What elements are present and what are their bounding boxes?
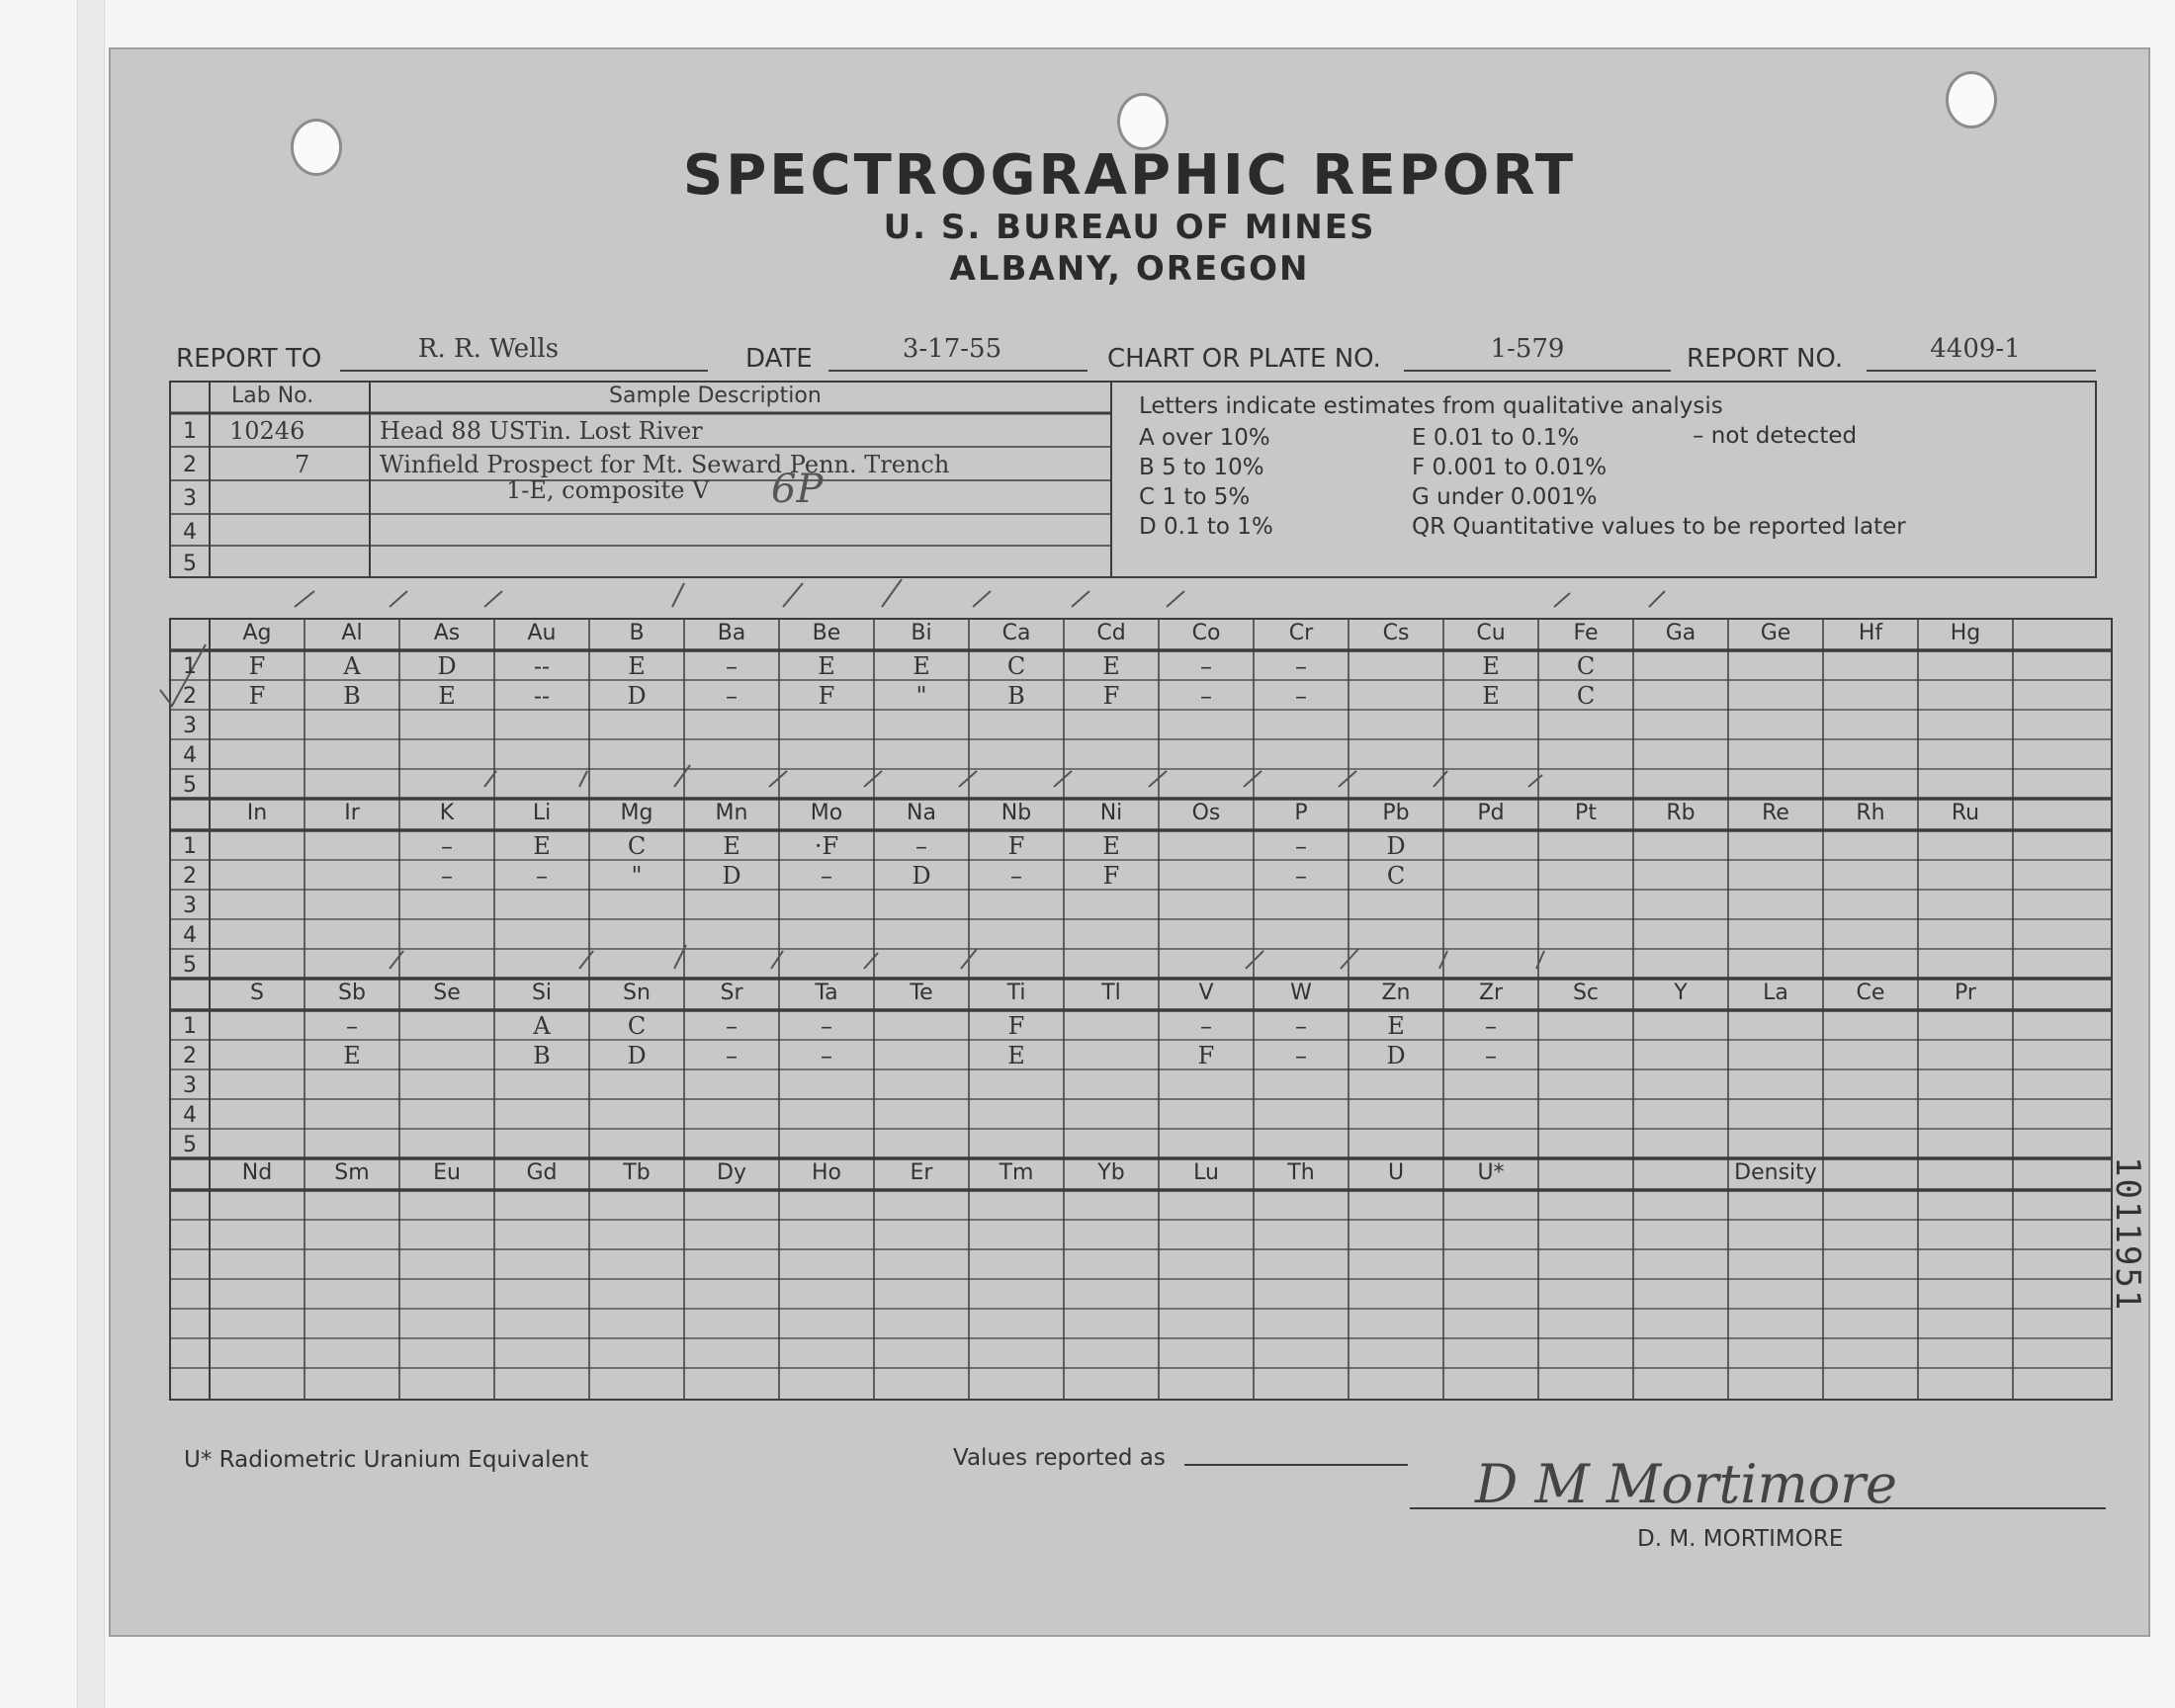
element-estimate-cell: C bbox=[1006, 652, 1026, 680]
legend-a: A over 10% bbox=[1139, 425, 1270, 451]
element-column-header: Rb bbox=[1666, 801, 1696, 825]
date-value: 3-17-55 bbox=[902, 334, 1002, 364]
element-estimate-cell: – bbox=[821, 1012, 832, 1040]
element-estimate-cell: – bbox=[536, 862, 548, 890]
element-estimate-cell: C bbox=[1386, 862, 1406, 890]
element-column-header: Pb bbox=[1382, 801, 1410, 825]
element-estimate-cell: – bbox=[821, 1042, 832, 1069]
element-estimate-cell: C bbox=[1576, 652, 1596, 680]
element-estimate-cell: F bbox=[248, 682, 266, 710]
element-estimate-cell: E bbox=[1482, 682, 1500, 710]
element-estimate-cell: – bbox=[1295, 1012, 1307, 1040]
report-to-value: R. R. Wells bbox=[417, 334, 560, 364]
sample-row-number: 2 bbox=[183, 453, 197, 477]
element-estimate-cell: F bbox=[1102, 682, 1120, 710]
element-estimate-cell: F bbox=[818, 682, 835, 710]
element-column-header: V bbox=[1198, 981, 1214, 1005]
element-estimate-cell: – bbox=[441, 862, 453, 890]
element-column-header: Hf bbox=[1858, 621, 1883, 645]
element-estimate-cell: D bbox=[1386, 832, 1406, 860]
element-column-header: Mo bbox=[810, 801, 843, 825]
element-estimate-cell: E bbox=[1007, 1042, 1025, 1069]
sample-row-number: 5 bbox=[183, 552, 197, 576]
element-column-header: U* bbox=[1477, 1160, 1505, 1185]
element-estimate-cell: E bbox=[628, 652, 646, 680]
element-column-header: Pr bbox=[1955, 981, 1976, 1005]
element-row-number: 1 bbox=[183, 1014, 197, 1039]
element-column-header: Ho bbox=[811, 1160, 841, 1185]
element-row-number: 1 bbox=[183, 834, 197, 859]
element-estimate-cell: -- bbox=[533, 682, 551, 710]
element-column-header: Er bbox=[910, 1160, 933, 1185]
element-row-number: 4 bbox=[183, 743, 197, 768]
left-margin-stripe bbox=[77, 0, 105, 1708]
element-column-header: Zr bbox=[1478, 981, 1504, 1005]
chart-plate-label: CHART OR PLATE NO. bbox=[1107, 344, 1381, 374]
lab-no-value: 10246 bbox=[229, 417, 305, 445]
element-row-number: 1 bbox=[183, 654, 197, 679]
element-row-number: 4 bbox=[183, 1103, 197, 1128]
sample-description-header: Sample Description bbox=[609, 384, 822, 408]
agency-name: U. S. BUREAU OF MINES bbox=[883, 208, 1376, 247]
element-column-header: Dy bbox=[717, 1160, 746, 1185]
legend-heading: Letters indicate estimates from qualitative analysis bbox=[1139, 393, 1723, 419]
element-row-number: 3 bbox=[183, 894, 197, 918]
element-estimate-cell: – bbox=[726, 652, 738, 680]
element-column-header: Sn bbox=[623, 981, 651, 1005]
element-column-header: Os bbox=[1191, 801, 1221, 825]
element-column-header: Re bbox=[1762, 801, 1789, 825]
signer-name: D. M. MORTIMORE bbox=[1637, 1526, 1844, 1552]
element-column-header: Ca bbox=[1001, 621, 1031, 645]
element-column-header: Sb bbox=[338, 981, 366, 1005]
legend-not-detected: – not detected bbox=[1693, 423, 1858, 449]
element-column-header: Li bbox=[532, 801, 552, 825]
element-estimate-cell: F bbox=[1197, 1042, 1215, 1069]
element-estimate-cell: – bbox=[821, 862, 832, 890]
element-column-header: Ba bbox=[717, 621, 746, 645]
element-estimate-cell: E bbox=[1387, 1012, 1405, 1040]
element-estimate-cell: – bbox=[346, 1012, 358, 1040]
element-column-header: S bbox=[250, 981, 264, 1005]
legend-b: B 5 to 10% bbox=[1139, 455, 1264, 480]
element-column-header: P bbox=[1294, 801, 1308, 825]
element-estimate-cell: B bbox=[1007, 682, 1025, 710]
element-estimate-cell: C bbox=[627, 1012, 647, 1040]
element-estimate-cell: – bbox=[1295, 1042, 1307, 1069]
element-column-header: Tl bbox=[1101, 981, 1121, 1005]
element-column-header: Ge bbox=[1760, 621, 1791, 645]
element-row-number: 2 bbox=[183, 864, 197, 889]
sample-description-value: Winfield Prospect for Mt. Seward Penn. Trench bbox=[380, 451, 950, 478]
element-estimate-cell: C bbox=[1576, 682, 1596, 710]
element-estimate-cell: – bbox=[441, 832, 453, 860]
element-estimate-cell: E bbox=[1102, 652, 1120, 680]
element-row-number: 5 bbox=[183, 1133, 197, 1157]
element-estimate-cell: – bbox=[726, 1042, 738, 1069]
element-estimate-cell: – bbox=[1485, 1012, 1497, 1040]
signature: D M Mortimore bbox=[1475, 1453, 1897, 1515]
element-column-header: Lu bbox=[1193, 1160, 1219, 1185]
element-column-header: Cu bbox=[1476, 621, 1506, 645]
element-row-number: 5 bbox=[183, 953, 197, 978]
element-estimate-cell: – bbox=[1295, 652, 1307, 680]
element-column-header: Be bbox=[812, 621, 841, 645]
element-column-header: Hg bbox=[1950, 621, 1981, 645]
element-estimate-cell: – bbox=[1010, 862, 1022, 890]
element-column-header: Au bbox=[527, 621, 557, 645]
sample-row-number: 3 bbox=[183, 486, 197, 511]
element-estimate-cell: – bbox=[1295, 682, 1307, 710]
element-column-header: B bbox=[629, 621, 645, 645]
lab-no-value: 7 bbox=[295, 451, 310, 478]
agency-location: ALBANY, OREGON bbox=[949, 249, 1310, 289]
element-column-header: W bbox=[1290, 981, 1312, 1005]
element-column-header: Na bbox=[907, 801, 936, 825]
element-row-number: 3 bbox=[183, 1073, 197, 1098]
element-column-header: Si bbox=[531, 981, 553, 1005]
element-row-number: 4 bbox=[183, 923, 197, 948]
element-estimate-cell: – bbox=[726, 1012, 738, 1040]
element-estimate-cell: E bbox=[343, 1042, 361, 1069]
element-row-number: 3 bbox=[183, 714, 197, 738]
element-estimate-cell: -- bbox=[533, 652, 551, 680]
report-sheet bbox=[109, 47, 2150, 1637]
element-estimate-cell: D bbox=[1386, 1042, 1406, 1069]
element-column-header: Eu bbox=[433, 1160, 461, 1185]
element-column-header: Gd bbox=[526, 1160, 558, 1185]
element-column-header: Mg bbox=[620, 801, 653, 825]
element-column-header: Density bbox=[1734, 1160, 1817, 1185]
element-estimate-cell: ·F bbox=[814, 832, 839, 860]
element-estimate-cell: A bbox=[343, 652, 361, 680]
element-estimate-cell: – bbox=[726, 682, 738, 710]
sample-description-value: Head 88 USTin. Lost River bbox=[380, 417, 703, 445]
element-estimate-cell: D bbox=[912, 862, 931, 890]
element-estimate-cell: " bbox=[915, 682, 927, 710]
element-row-number: 5 bbox=[183, 773, 197, 798]
element-estimate-cell: – bbox=[1295, 862, 1307, 890]
element-estimate-cell: – bbox=[1200, 682, 1212, 710]
element-estimate-cell: F bbox=[1102, 862, 1120, 890]
element-column-header: Bi bbox=[911, 621, 932, 645]
element-estimate-cell: – bbox=[915, 832, 927, 860]
element-column-header: Zn bbox=[1381, 981, 1411, 1005]
element-column-header: Sm bbox=[334, 1160, 370, 1185]
element-column-header: Sc bbox=[1572, 981, 1600, 1005]
element-estimate-cell: B bbox=[533, 1042, 551, 1069]
element-column-header: Cs bbox=[1382, 621, 1410, 645]
element-estimate-cell: F bbox=[1007, 1012, 1025, 1040]
report-title: SPECTROGRAPHIC REPORT bbox=[682, 143, 1577, 208]
element-column-header: Fe bbox=[1573, 621, 1599, 645]
element-column-header: Ce bbox=[1856, 981, 1885, 1005]
element-column-header: Ni bbox=[1099, 801, 1123, 825]
legend-qr: QR Quantitative values to be reported later bbox=[1412, 514, 1906, 540]
legend-d: D 0.1 to 1% bbox=[1139, 514, 1273, 540]
element-estimate-cell: E bbox=[913, 652, 930, 680]
element-estimate-cell: – bbox=[1200, 1012, 1212, 1040]
element-column-header: K bbox=[439, 801, 455, 825]
element-column-header: Ru bbox=[1951, 801, 1980, 825]
handwritten-note: 6P bbox=[771, 467, 824, 512]
report-to-label: REPORT TO bbox=[176, 344, 322, 374]
element-column-header: Pt bbox=[1575, 801, 1597, 825]
uranium-note: U* Radiometric Uranium Equivalent bbox=[184, 1447, 589, 1473]
element-column-header: Tb bbox=[623, 1160, 651, 1185]
lab-no-header: Lab No. bbox=[231, 384, 314, 408]
element-column-header: Th bbox=[1287, 1160, 1315, 1185]
legend-e: E 0.01 to 0.1% bbox=[1412, 425, 1580, 451]
document-stamp-number: 1011951 bbox=[2108, 1156, 2147, 1313]
element-row-number: 2 bbox=[183, 684, 197, 709]
element-column-header: Pd bbox=[1477, 801, 1505, 825]
element-column-header: Al bbox=[341, 621, 363, 645]
report-no-value: 4409-1 bbox=[1930, 334, 2021, 364]
element-column-header: Ag bbox=[242, 621, 272, 645]
element-estimate-cell: C bbox=[627, 832, 647, 860]
values-reported-label: Values reported as bbox=[953, 1445, 1166, 1471]
element-estimate-cell: A bbox=[533, 1012, 551, 1040]
element-column-header: Y bbox=[1674, 981, 1688, 1005]
element-column-header: U bbox=[1387, 1160, 1405, 1185]
legend-g: G under 0.001% bbox=[1412, 484, 1598, 510]
element-estimate-cell: D bbox=[627, 682, 647, 710]
element-estimate-cell: E bbox=[723, 832, 740, 860]
element-column-header: Tm bbox=[999, 1160, 1034, 1185]
element-estimate-cell: – bbox=[1200, 652, 1212, 680]
chart-plate-value: 1-579 bbox=[1490, 334, 1565, 364]
element-column-header: Nd bbox=[241, 1160, 273, 1185]
element-estimate-cell: " bbox=[631, 862, 643, 890]
element-estimate-cell: F bbox=[1007, 832, 1025, 860]
element-column-header: Nb bbox=[1000, 801, 1032, 825]
element-estimate-cell: D bbox=[627, 1042, 647, 1069]
element-column-header: As bbox=[433, 621, 461, 645]
element-column-header: Sr bbox=[720, 981, 743, 1005]
element-column-header: Cr bbox=[1288, 621, 1314, 645]
element-estimate-cell: B bbox=[343, 682, 361, 710]
legend-c: C 1 to 5% bbox=[1139, 484, 1251, 510]
report-no-label: REPORT NO. bbox=[1687, 344, 1844, 374]
element-column-header: In bbox=[246, 801, 268, 825]
element-estimate-cell: E bbox=[438, 682, 456, 710]
element-column-header: Cd bbox=[1096, 621, 1126, 645]
sample-description-value: 1-E, composite V bbox=[506, 476, 710, 504]
element-column-header: Ti bbox=[1006, 981, 1026, 1005]
element-estimate-cell: E bbox=[1102, 832, 1120, 860]
element-estimate-cell: – bbox=[1295, 832, 1307, 860]
element-column-header: Ir bbox=[344, 801, 360, 825]
element-column-header: Se bbox=[433, 981, 461, 1005]
element-column-header: La bbox=[1763, 981, 1788, 1005]
element-estimate-cell: E bbox=[818, 652, 835, 680]
element-estimate-cell: E bbox=[533, 832, 551, 860]
element-column-header: Rh bbox=[1856, 801, 1885, 825]
element-estimate-cell: D bbox=[722, 862, 741, 890]
element-estimate-cell: D bbox=[437, 652, 457, 680]
element-column-header: Co bbox=[1191, 621, 1221, 645]
element-column-header: Ta bbox=[815, 981, 838, 1005]
sample-row-number: 4 bbox=[183, 520, 197, 545]
element-row-number: 2 bbox=[183, 1044, 197, 1068]
element-estimate-cell: – bbox=[1485, 1042, 1497, 1069]
element-column-header: Yb bbox=[1097, 1160, 1125, 1185]
element-column-header: Mn bbox=[715, 801, 748, 825]
element-column-header: Te bbox=[910, 981, 933, 1005]
date-label: DATE bbox=[745, 344, 813, 374]
element-column-header: Ga bbox=[1665, 621, 1696, 645]
element-estimate-cell: F bbox=[248, 652, 266, 680]
element-estimate-cell: E bbox=[1482, 652, 1500, 680]
legend-f: F 0.001 to 0.01% bbox=[1412, 455, 1608, 480]
sample-row-number: 1 bbox=[183, 419, 197, 444]
